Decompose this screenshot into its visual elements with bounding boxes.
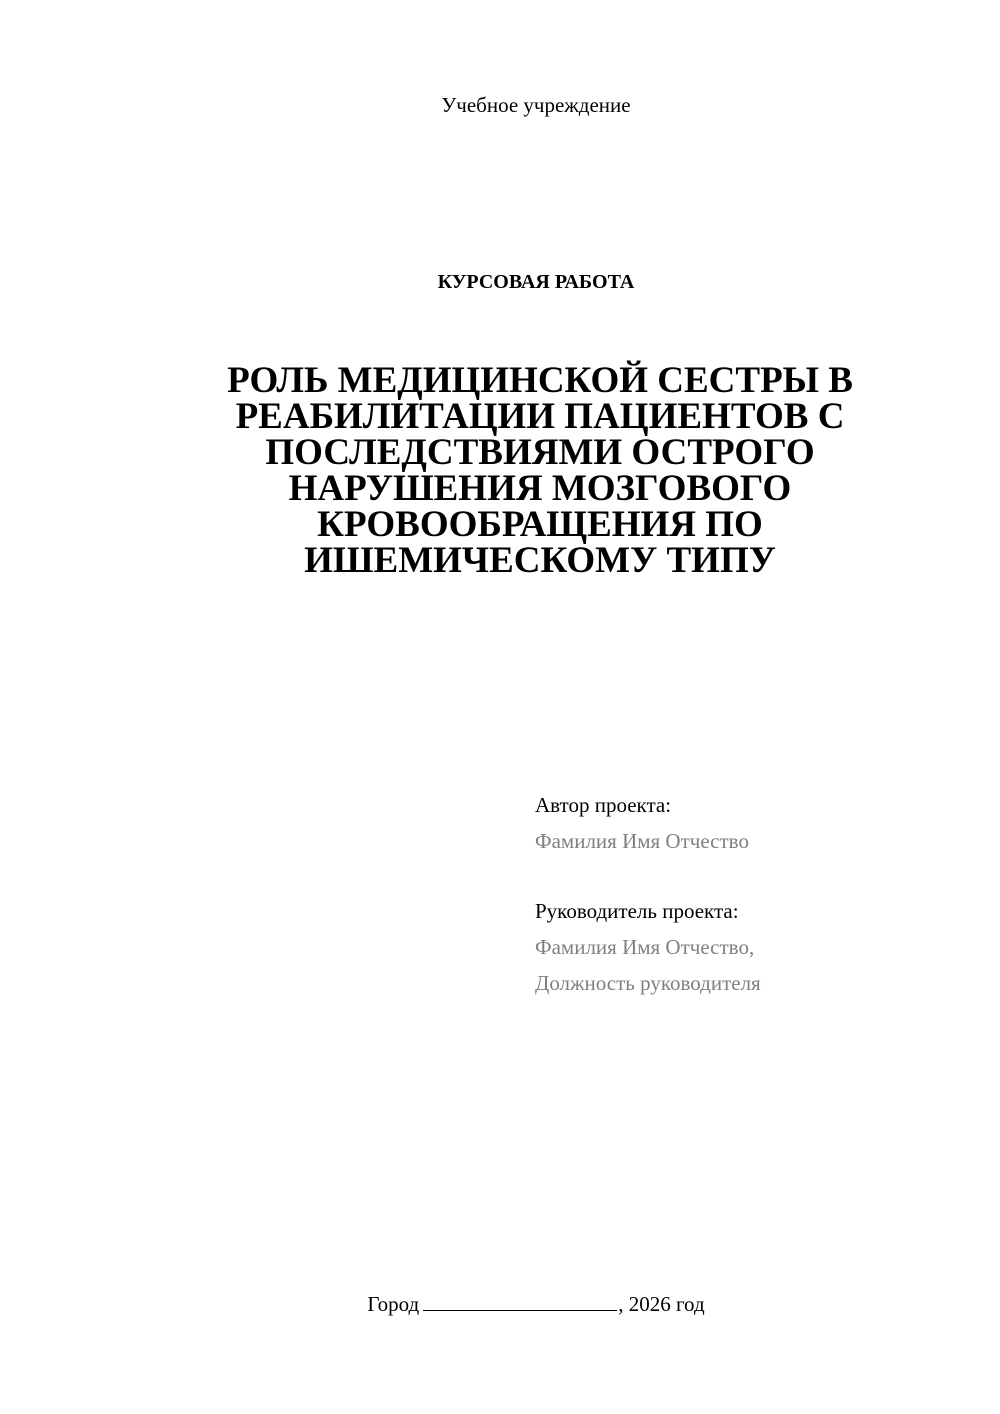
document-title bbox=[190, 360, 890, 581]
author-block bbox=[535, 787, 749, 859]
institution-name: Учебное учреждение bbox=[441, 93, 631, 117]
author-label: Автор проекта: bbox=[535, 793, 672, 817]
supervisor-name: Фамилия Имя Отчество, bbox=[535, 935, 755, 959]
title-line: РЕАБИЛИТАЦИИ ПАЦИЕНТОВ С bbox=[235, 396, 845, 437]
footer-city-year bbox=[0, 1290, 1000, 1318]
title-line: ИШЕМИЧЕСКОМУ ТИПУ bbox=[304, 540, 776, 581]
title-line: РОЛЬ МЕДИЦИНСКОЙ СЕСТРЫ В bbox=[227, 360, 853, 401]
title-line: КРОВООБРАЩЕНИЯ ПО bbox=[317, 504, 763, 545]
title-line: ПОСЛЕДСТВИЯМИ ОСТРОГО bbox=[265, 432, 815, 473]
supervisor-position: Должность руководителя bbox=[535, 971, 761, 995]
work-type-heading: КУРСОВАЯ РАБОТА bbox=[437, 271, 635, 293]
city-label: Город bbox=[367, 1292, 420, 1316]
year-text: , 2026 год bbox=[618, 1292, 705, 1316]
supervisor-block bbox=[535, 893, 761, 1001]
city-blank-line bbox=[423, 1290, 617, 1311]
supervisor-label: Руководитель проекта: bbox=[535, 899, 739, 923]
author-name: Фамилия Имя Отчество bbox=[535, 829, 749, 853]
title-line: НАРУШЕНИЯ МОЗГОВОГО bbox=[288, 468, 792, 509]
